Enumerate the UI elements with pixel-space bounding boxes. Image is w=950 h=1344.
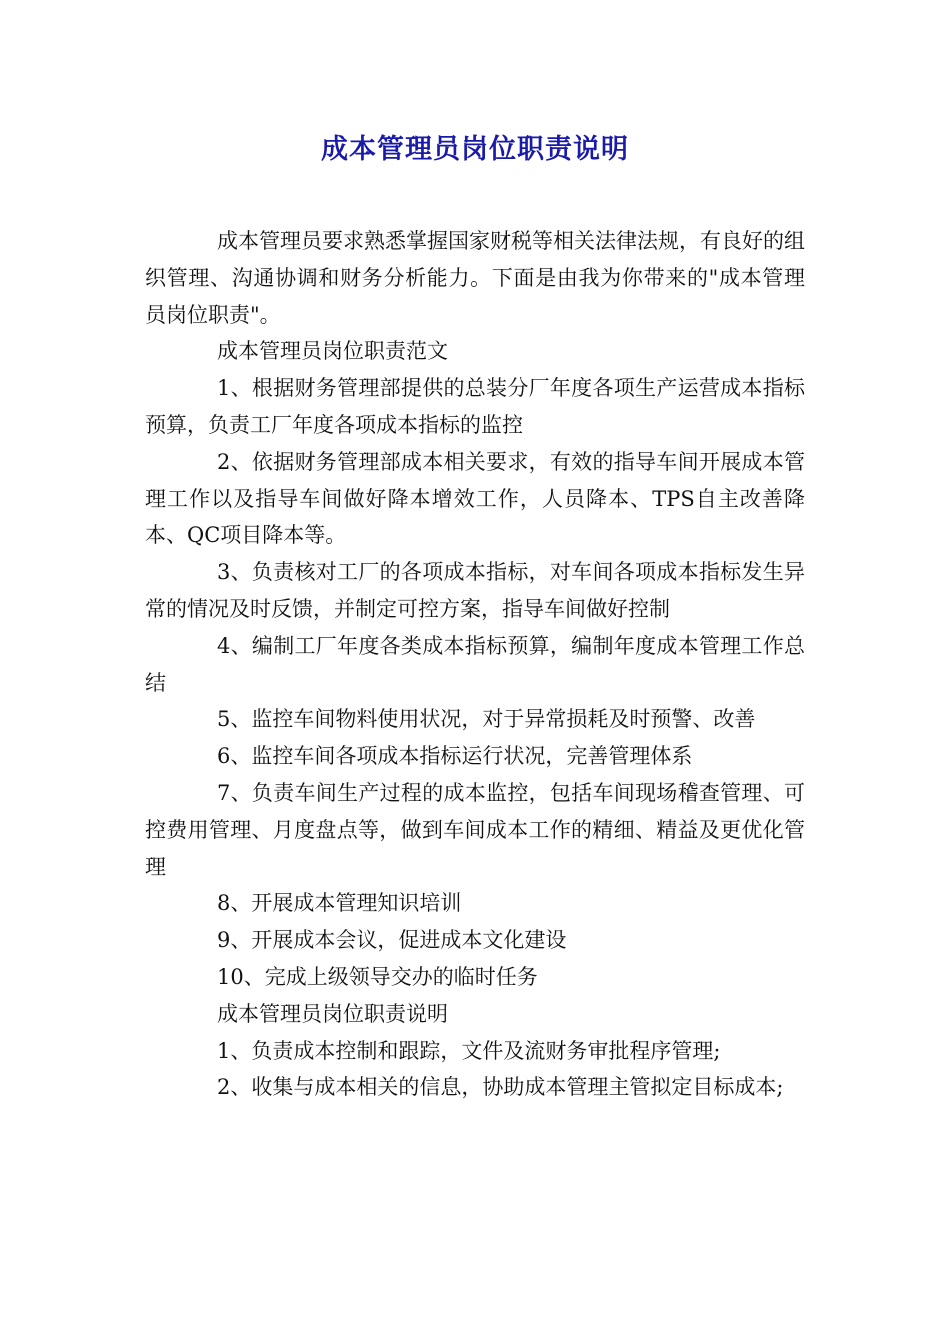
duty-item: 7、负责车间生产过程的成本监控，包括车间现场稽查管理、可控费用管理、月度盘点等，做到车间成本工作的精细、精益及更优化管理 xyxy=(145,780,805,879)
duty-item: 3、负责核对工厂的各项成本指标，对车间各项成本指标发生异常的情况及时反馈，并制定可控方案，指导车间做好控制 xyxy=(145,560,805,621)
document-body xyxy=(145,223,805,1106)
duty-item: 2、依据财务管理部成本相关要求，有效的指导车间开展成本管理工作以及指导车间做好降本增效工作，人员降本、TPS自主改善降本、QC项目降本等。 xyxy=(145,449,805,548)
duty-item: 8、开展成本管理知识培训 xyxy=(217,891,462,916)
duty-item: 2、收集与成本相关的信息，协助成本管理主管拟定目标成本; xyxy=(217,1075,784,1100)
duty-item: 10、完成上级领导交办的临时任务 xyxy=(217,964,538,989)
duty-item: 1、根据财务管理部提供的总装分厂年度各项生产运营成本指标预算，负责工厂年度各项成本指标的监控 xyxy=(145,376,805,437)
duty-item: 5、监控车间物料使用状况，对于异常损耗及时预警、改善 xyxy=(217,707,756,732)
duty-item: 4、编制工厂年度各类成本指标预算，编制年度成本管理工作总结 xyxy=(145,633,805,695)
duty-item: 6、监控车间各项成本指标运行状况，完善管理体系 xyxy=(217,744,693,769)
document-title: 成本管理员岗位职责说明 xyxy=(321,134,629,165)
section-heading-sample: 成本管理员岗位职责范文 xyxy=(217,339,448,364)
duty-item: 9、开展成本会议，促进成本文化建设 xyxy=(217,928,567,953)
intro-paragraph: 成本管理员要求熟悉掌握国家财税等相关法律法规，有良好的组织管理、沟通协调和财务分析能力。下面是由我为你带来的"成本管理员岗位职责"。 xyxy=(145,229,805,327)
section-heading-description: 成本管理员岗位职责说明 xyxy=(217,1001,448,1026)
duty-item: 1、负责成本控制和跟踪，文件及流财务审批程序管理; xyxy=(217,1038,721,1063)
